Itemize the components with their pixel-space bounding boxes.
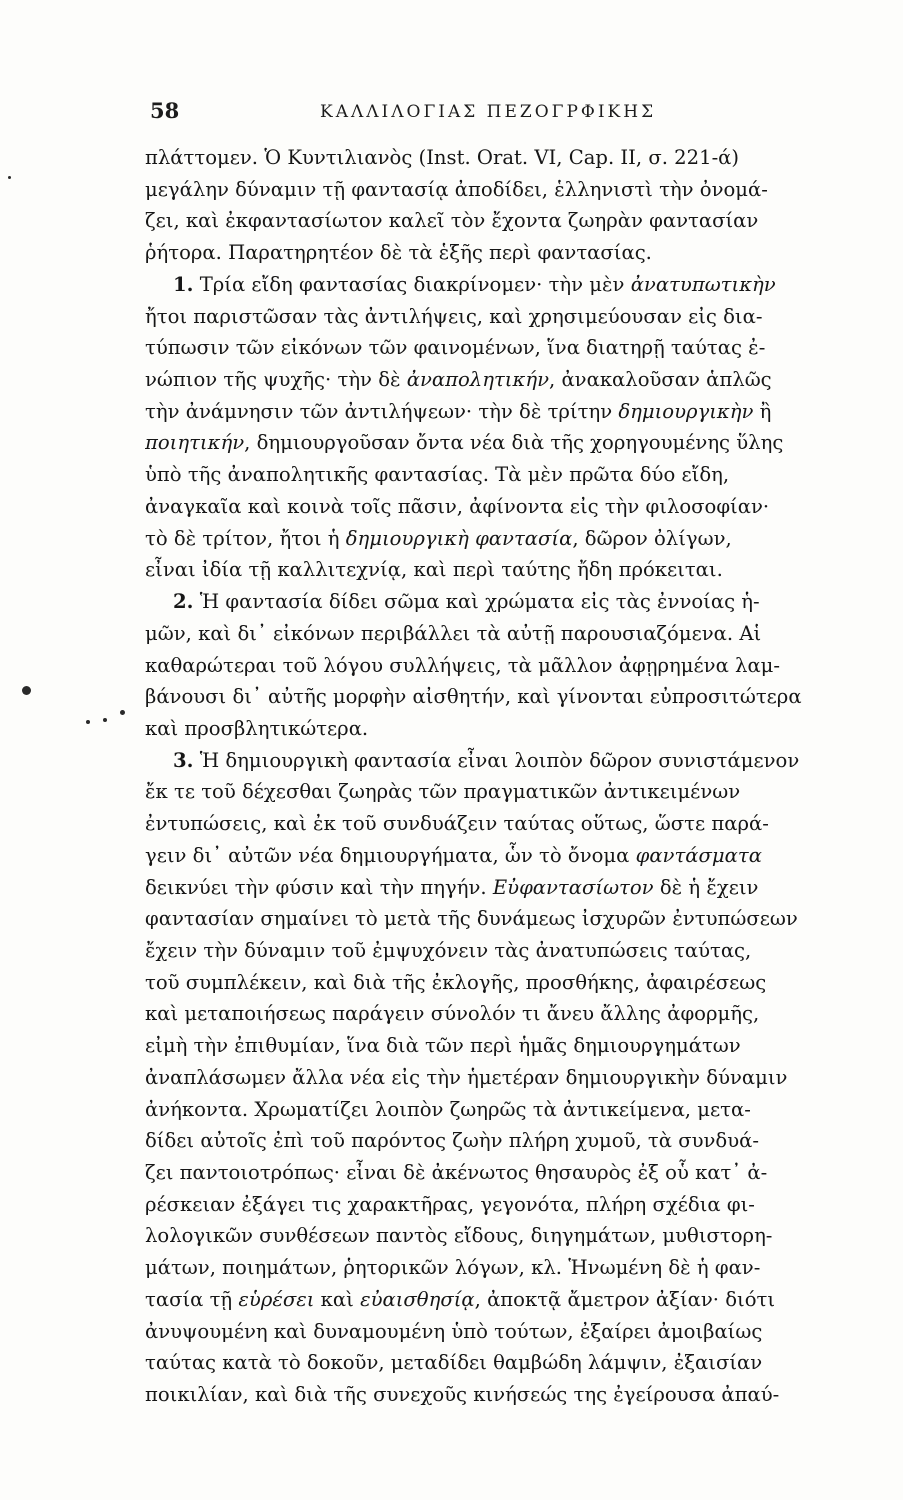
text-run: Ἡ δημιουργικὴ φαντασία εἶναι λοιπὸν δῶρον συνιστάμενον xyxy=(193,748,800,772)
emphasized-term: Εὐφαντασίωτον xyxy=(492,875,654,899)
section-number: 3. xyxy=(173,748,194,772)
text-run: ταύτας κατὰ τὸ δοκοῦν, μεταδίδει θαμβώδη λάμψιν, ἐξαισίαν xyxy=(145,1351,763,1375)
text-run: ἐντυπώσεις, καὶ ἐκ τοῦ συνδυάζειν ταύτας οὕτως, ὥστε παρά- xyxy=(145,812,769,836)
text-run: δίδει αὐτοῖς ἐπὶ τοῦ παρόντος ζωὴν πλήρη χυμοῦ, τὰ συνδυά- xyxy=(145,1129,759,1153)
text-line xyxy=(145,174,845,206)
text-run: μῶν, καὶ δι᾽ εἰκόνων περιβάλλει τὰ αὐτῇ παρουσιαζόμενα. Αἱ xyxy=(145,621,762,645)
text-run: δὲ ἡ ἔχειν xyxy=(653,875,759,899)
section-number: 1. xyxy=(173,272,194,296)
text-line xyxy=(145,1252,845,1284)
text-run: λολογικῶν συνθέσεων παντὸς εἴδους, διηγημάτων, μυθιστορη- xyxy=(145,1224,773,1248)
text-run: εἰμὴ τὴν ἐπιθυμίαν, ἵνα διὰ τῶν περὶ ἡμᾶς δημιουργημάτων xyxy=(145,1034,741,1058)
text-line xyxy=(145,237,845,269)
text-run: ἤτοι παριστῶσαν τὰς ἀντιλήψεις, καὶ χρησιμεύουσαν εἰς δια- xyxy=(145,304,763,328)
text-line xyxy=(145,1379,845,1411)
text-run: , ἀποκτᾷ ἄμετρον ἀξίαν· διότι xyxy=(474,1287,776,1311)
text-run: ἔκ τε τοῦ δέχεσθαι ζωηρὰς τῶν πραγματικῶν ἀντικειμένων xyxy=(145,780,741,804)
margin-speck xyxy=(103,718,107,722)
text-run: φαντασίαν σημαίνει τὸ μετὰ τῆς δυνάμεως ἰσχυρῶν ἐντυπώσεων xyxy=(145,907,798,931)
text-run: ποικιλίαν, καὶ διὰ τῆς συνεχοῦς κινήσεώς της ἐγείρουσα ἀπαύ- xyxy=(145,1383,780,1407)
text-line xyxy=(145,205,845,237)
text-run: καθαρώτεραι τοῦ λόγου συλλήψεις, τὰ μᾶλλον ἀφῃρημένα λαμ- xyxy=(145,653,781,677)
text-line xyxy=(145,301,845,333)
text-line xyxy=(145,745,845,777)
text-run: ἀναπλάσωμεν ἄλλα νέα εἰς τὴν ἡμετέραν δημιουργικὴν δύναμιν xyxy=(145,1065,788,1089)
text-run: πλάττομεν. Ὁ Κυντιλιανὸς (Inst. Orat. VI, Cap. II, σ. 221-ά) xyxy=(145,146,740,169)
text-line xyxy=(145,491,845,523)
text-line xyxy=(145,554,845,586)
text-line xyxy=(145,523,845,555)
text-line xyxy=(145,1189,845,1221)
margin-speck xyxy=(8,176,11,179)
text-run: ἔχειν τὴν δύναμιν τοῦ ἐμψυχόνειν τὰς ἀνατυπώσεις ταύτας, xyxy=(145,938,752,962)
margin-speck xyxy=(22,686,31,695)
margin-speck xyxy=(120,710,125,715)
text-line xyxy=(145,840,845,872)
text-run: Ἡ φαντασία δίδει σῶμα καὶ χρώματα εἰς τὰς ἐννοίας ἡ- xyxy=(193,590,760,614)
text-line xyxy=(145,713,845,745)
text-run: καὶ xyxy=(314,1287,361,1311)
text-run: δεικνύει τὴν φύσιν καὶ τὴν πηγήν. xyxy=(145,875,493,899)
text-line xyxy=(145,1030,845,1062)
text-run: τύπωσιν τῶν εἰκόνων τῶν φαινομένων, ἵνα διατηρῇ ταύτας ἐ- xyxy=(145,336,766,360)
text-run: ῥήτορα. Παρατηρητέον δὲ τὰ ἑξῆς περὶ φαντασίας. xyxy=(145,241,652,265)
text-line xyxy=(145,650,845,682)
text-run: μεγάλην δύναμιν τῇ φαντασίᾳ ἀποδίδει, ἑλληνιστὶ τὴν ὀνομά- xyxy=(145,177,768,201)
text-line xyxy=(145,681,845,713)
text-line xyxy=(145,396,845,428)
text-line xyxy=(145,872,845,904)
text-line xyxy=(145,1125,845,1157)
text-run: , δημιουργοῦσαν ὄντα νέα διὰ τῆς χορηγουμένης ὕλης xyxy=(244,431,784,455)
text-run: βάνουσι δι᾽ αὐτῆς μορφὴν αἰσθητήν, καὶ γίνονται εὐπροσιτώτερα xyxy=(145,685,802,709)
emphasized-term: δημιουργικὴ φαντασία xyxy=(345,526,573,550)
emphasized-term: ποιητικήν xyxy=(145,431,245,455)
text-line xyxy=(145,1316,845,1348)
text-run: Τρία εἴδη φαντασίας διακρίνομεν· τὴν μὲν xyxy=(193,272,631,296)
text-run: ἀνήκοντα. Χρωματίζει λοιπὸν ζωηρῶς τὰ ἀντικείμενα, μετα- xyxy=(145,1097,751,1121)
emphasized-term: εὐαισθησίᾳ xyxy=(360,1287,475,1311)
emphasized-term: εὑρέσει xyxy=(238,1287,315,1311)
text-line xyxy=(145,998,845,1030)
page-number: 58 xyxy=(150,98,180,123)
text-line xyxy=(145,1094,845,1126)
text-line xyxy=(145,776,845,808)
text-line xyxy=(145,935,845,967)
text-run: , δῶρον ὀλίγων, xyxy=(572,526,732,550)
text-run: νώπιον τῆς ψυχῆς· τὴν δὲ xyxy=(145,368,407,392)
text-line xyxy=(145,332,845,364)
text-run: ὑπὸ τῆς ἀναπολητικῆς φαντασίας. Τὰ μὲν πρῶτα δύο εἴδη, xyxy=(145,463,730,487)
emphasized-term: ἀναπολητικήν xyxy=(406,368,549,392)
text-run: ζει παντοιοτρόπως· εἶναι δὲ ἀκένωτος θησαυρὸς ἐξ οὗ κατ᾽ ἀ- xyxy=(145,1161,768,1184)
margin-speck xyxy=(86,720,90,724)
text-line xyxy=(145,459,845,491)
text-line xyxy=(145,1062,845,1094)
text-run: ἢ xyxy=(753,399,772,423)
text-line xyxy=(145,364,845,396)
text-line xyxy=(145,1157,845,1189)
text-line xyxy=(145,903,845,935)
text-run: ἀναγκαῖα καὶ κοινὰ τοῖς πᾶσιν, ἀφίνοντα εἰς τὴν φιλοσοφίαν· xyxy=(145,494,770,518)
text-run: καὶ προσβλητικώτερα. xyxy=(145,716,369,740)
text-run: τασία τῇ xyxy=(145,1287,239,1311)
text-line xyxy=(145,1220,845,1252)
emphasized-term: φαντάσματα xyxy=(635,843,762,867)
text-line xyxy=(145,1284,845,1316)
text-line xyxy=(145,967,845,999)
text-run: ζει, καὶ ἐκφαντασίωτον καλεῖ τὸν ἔχοντα ζωηρὰν φαντασίαν xyxy=(145,209,759,233)
text-line xyxy=(145,1347,845,1379)
section-number: 2. xyxy=(173,590,194,614)
text-run: ρέσκειαν ἐξάγει τις χαρακτῆρας, γεγονότα, πλήρη σχέδια φι- xyxy=(145,1192,755,1216)
text-line xyxy=(145,142,845,174)
text-line xyxy=(145,618,845,650)
emphasized-term: δημιουργικὴν xyxy=(618,399,754,423)
text-line xyxy=(145,427,845,459)
text-run: τὸ δὲ τρίτον, ἤτοι ἡ xyxy=(145,526,346,550)
text-line xyxy=(145,269,845,301)
text-line xyxy=(145,808,845,840)
page-header xyxy=(150,98,830,132)
text-run: μάτων, ποιημάτων, ῥητορικῶν λόγων, κλ. Ἡνωμένη δὲ ἡ φαν- xyxy=(145,1256,761,1280)
text-run: γειν δι᾽ αὐτῶν νέα δημιουργήματα, ὧν τὸ ὄνομα xyxy=(145,843,636,867)
text-run: τὴν ἀνάμνησιν τῶν ἀντιλήψεων· τὴν δὲ τρίτην xyxy=(145,399,619,423)
text-run: ἀνυψουμένη καὶ δυναμουμένη ὑπὸ τούτων, ἐξαίρει ἀμοιβαίως xyxy=(145,1319,763,1343)
text-run: εἶναι ἰδία τῇ καλλιτεχνίᾳ, καὶ περὶ ταύτης ἤδη πρόκειται. xyxy=(145,558,723,582)
text-line xyxy=(145,586,845,618)
running-title: ΚΑΛΛΙΛΟΓΙΑΣ ΠΕΖΟΓΡΦΙΚΗΣ xyxy=(320,102,657,122)
text-run: , ἀνακαλοῦσαν ἁπλῶς xyxy=(548,368,772,392)
body-text xyxy=(145,142,845,1411)
emphasized-term: ἀνατυπωτικὴν xyxy=(630,272,776,296)
text-run: τοῦ συμπλέκειν, καὶ διὰ τῆς ἐκλογῆς, προσθήκης, ἀφαιρέσεως xyxy=(145,970,767,994)
text-run: καὶ μεταποιήσεως παράγειν σύνολόν τι ἄνευ ἄλλης ἀφορμῆς, xyxy=(145,1002,760,1026)
